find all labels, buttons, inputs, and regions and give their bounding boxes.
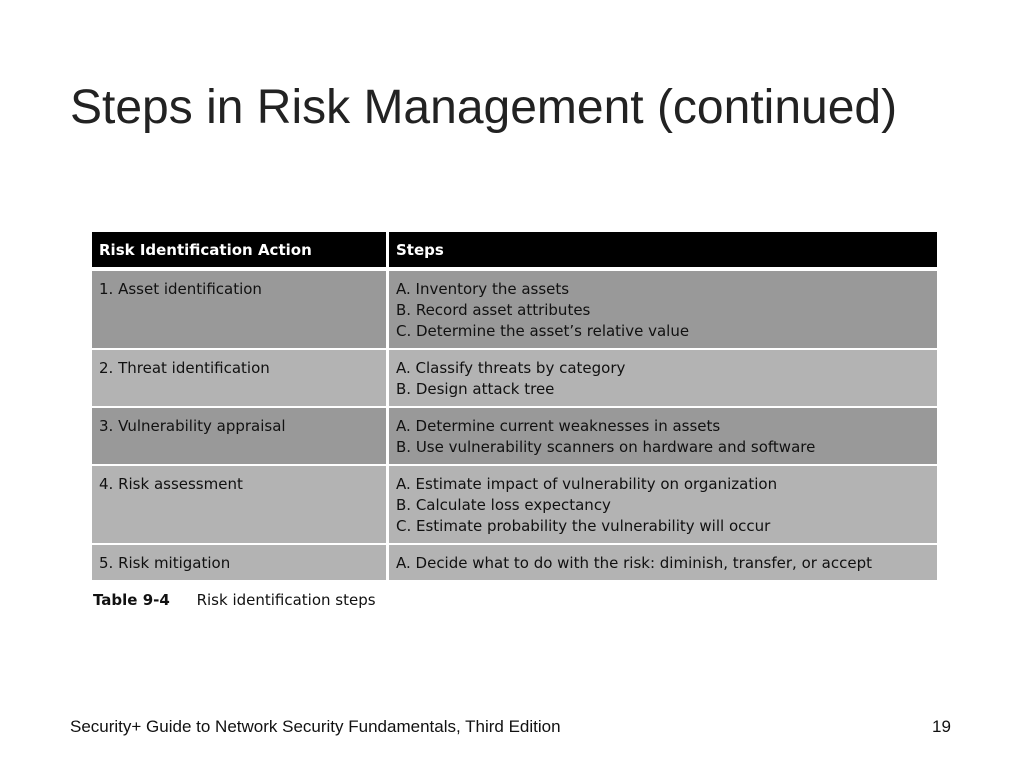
steps-cell bbox=[389, 349, 937, 407]
action-cell: 1. Asset identification bbox=[92, 270, 389, 349]
step-item: B. Use vulnerability scanners on hardware and software bbox=[396, 438, 816, 456]
action-cell: 2. Threat identification bbox=[92, 349, 389, 407]
action-cell: 3. Vulnerability appraisal bbox=[92, 407, 389, 465]
steps-cell bbox=[389, 407, 937, 465]
step-item: A. Classify threats by category bbox=[396, 359, 626, 377]
table-header-row bbox=[92, 232, 937, 270]
table-row bbox=[92, 270, 937, 349]
table-row bbox=[92, 349, 937, 407]
table-row bbox=[92, 544, 937, 581]
risk-identification-table bbox=[92, 232, 937, 581]
step-item: B. Calculate loss expectancy bbox=[396, 496, 611, 514]
action-cell: 4. Risk assessment bbox=[92, 465, 389, 544]
action-cell: 5. Risk mitigation bbox=[92, 544, 389, 581]
step-item: A. Decide what to do with the risk: diminish, transfer, or accept bbox=[396, 554, 872, 572]
footer-title: Security+ Guide to Network Security Fundamentals, Third Edition bbox=[70, 717, 561, 736]
table-row bbox=[92, 407, 937, 465]
steps-cell bbox=[389, 270, 937, 349]
step-item: C. Estimate probability the vulnerability will occur bbox=[396, 517, 771, 535]
step-item: A. Determine current weaknesses in assets bbox=[396, 417, 721, 435]
step-item: B. Design attack tree bbox=[396, 380, 555, 398]
step-item: B. Record asset attributes bbox=[396, 301, 591, 319]
step-item: C. Determine the asset’s relative value bbox=[396, 322, 690, 340]
caption-label: Table 9-4 bbox=[93, 591, 170, 609]
steps-cell bbox=[389, 465, 937, 544]
column-header-steps: Steps bbox=[389, 232, 937, 270]
caption-text: Risk identification steps bbox=[196, 591, 376, 609]
column-header-action: Risk Identification Action bbox=[92, 232, 389, 270]
step-item: A. Estimate impact of vulnerability on organization bbox=[396, 475, 778, 493]
page-number: 19 bbox=[932, 717, 951, 736]
steps-cell bbox=[389, 544, 937, 581]
step-item: A. Inventory the assets bbox=[396, 280, 570, 298]
slide-title: Steps in Risk Management (continued) bbox=[70, 81, 898, 134]
table-row bbox=[92, 465, 937, 544]
table-caption bbox=[93, 591, 376, 609]
